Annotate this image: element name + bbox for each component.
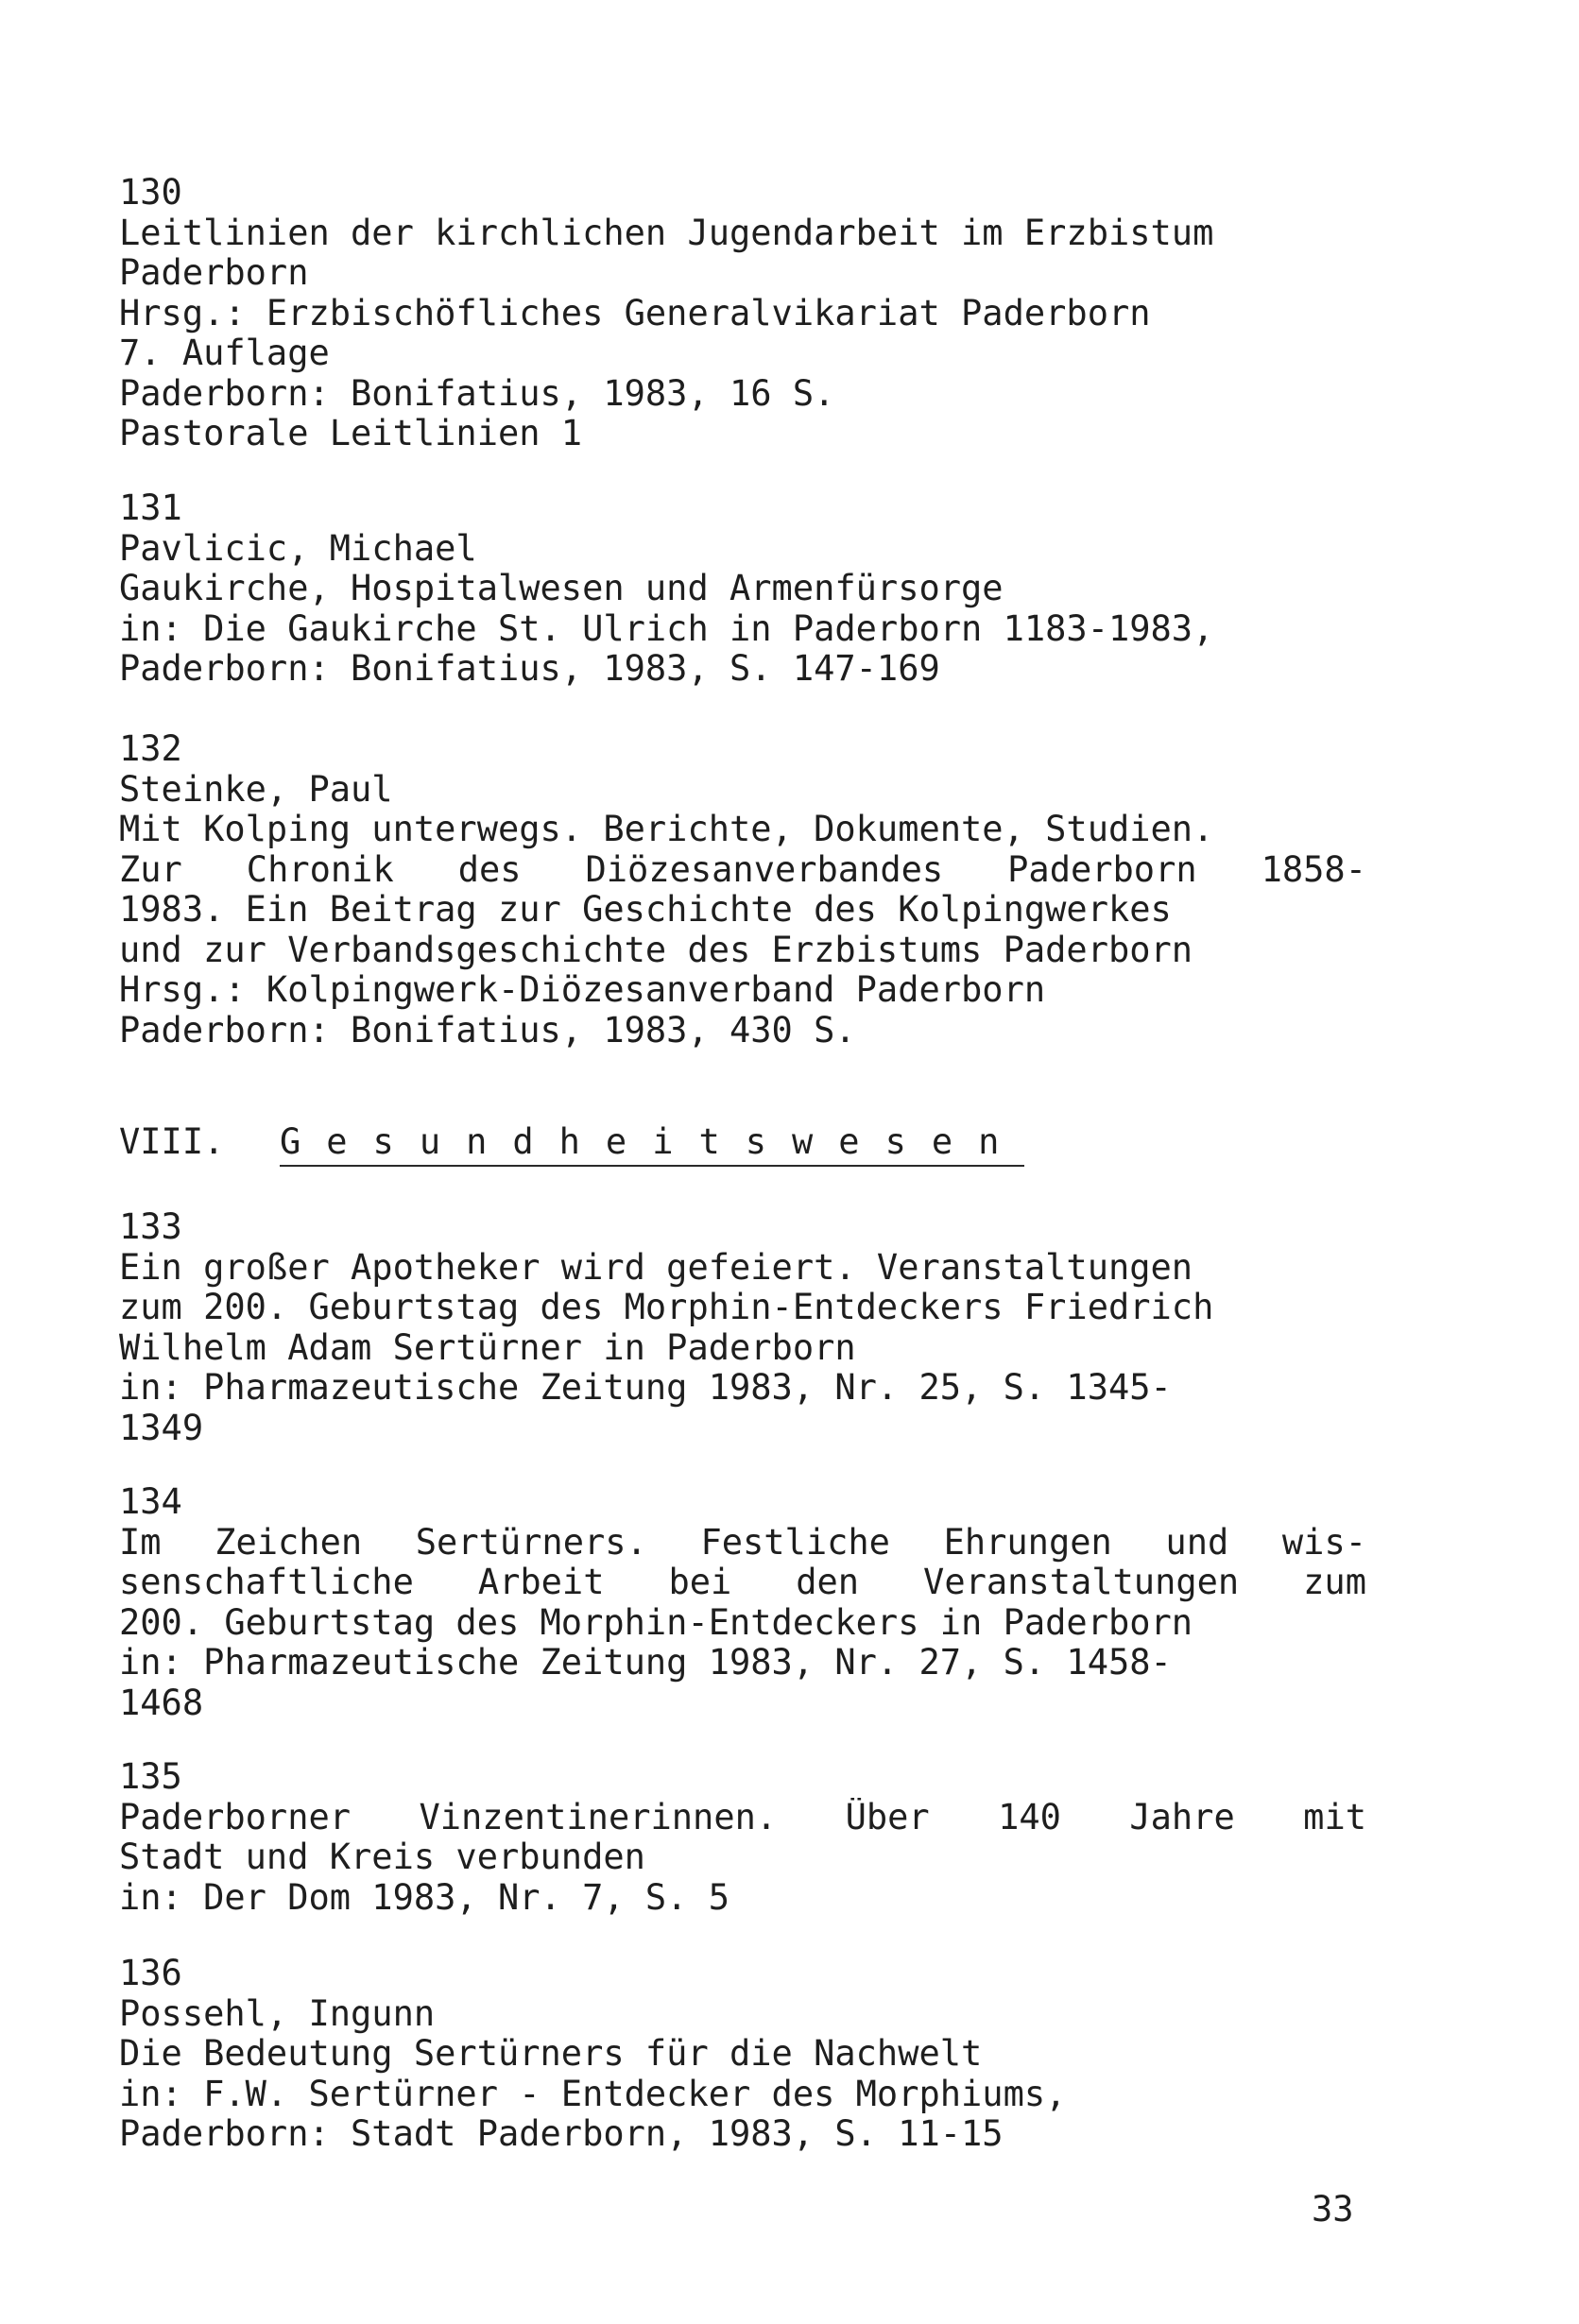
entry-editor-line: Hrsg.: Kolpingwerk-Diözesanverband Paderborn [119,969,1046,1010]
entry-title-line: Gaukirche, Hospitalwesen und Armenfürsorge [119,568,1004,608]
section-number: VIII. [119,1121,225,1162]
entry-title-line: und zur Verbandsgeschichte des Erzbistums Paderborn [119,929,1193,970]
entry-title-line: Wilhelm Adam Sertürner in Paderborn [119,1326,856,1368]
entry-publisher-line: Paderborn: Stadt Paderborn, 1983, S. 11-15 [119,2113,1004,2154]
entry-source-line: 1468 [119,1682,204,1723]
entry-publisher-line: Paderborn: Bonifatius, 1983, S. 147-169 [119,648,940,689]
entry-source-line: in: F.W. Sertürner - Entdecker des Morphiums, [119,2073,1067,2114]
entry-title-line: Im Zeichen Sertürners. Festliche Ehrungen und wis- [119,1522,1366,1563]
bibliography-entry-135 [119,1757,1366,1918]
entry-title-line: 200. Geburtstag des Morphin-Entdeckers in Paderborn [119,1601,1193,1643]
entry-source-line: 1349 [119,1407,204,1448]
entry-source-line: in: Die Gaukirche St. Ulrich in Paderborn 1183-1983, [119,607,1214,649]
bibliography-entry-131 [119,488,1366,690]
entry-publisher-line: Paderborn: Bonifatius, 1983, 430 S. [119,1009,856,1051]
section-title: Gesundheitswesen [280,1122,1024,1167]
section-heading [119,1121,1025,1167]
entry-author-line: Possehl, Ingunn [119,1992,436,2034]
entry-title-line: Stadt und Kreis verbunden [119,1837,645,1877]
entry-number: 132 [119,728,182,769]
bibliography-entry-133 [119,1207,1366,1448]
entry-title-line: senschaftliche Arbeit bei den Veranstaltungen zum [119,1563,1366,1602]
entry-title-line: Paderborn [119,252,309,293]
entry-series-line: Pastorale Leitlinien 1 [119,413,583,453]
entry-number: 135 [119,1756,182,1797]
entry-editor-line: Hrsg.: Erzbischöfliches Generalvikariat Paderborn [119,292,1151,333]
entry-number: 131 [119,487,182,528]
bibliography-entry-134 [119,1482,1366,1723]
entry-publisher-line: Paderborn: Bonifatius, 1983, 16 S. [119,372,835,414]
page-number: 33 [1312,2189,1354,2230]
entry-source-line: in: Der Dom 1983, Nr. 7, S. 5 [119,1876,730,1918]
entry-title-line: Die Bedeutung Sertürners für die Nachwelt [119,2033,983,2074]
bibliography-entry-130 [119,173,1366,454]
entry-title-line: Zur Chronik des Diözesanverbandes Paderborn 1858- [119,849,1366,890]
entry-edition-line: 7. Auflage [119,333,330,373]
entry-number: 130 [119,172,182,213]
bibliography-entry-132 [119,729,1366,1051]
entry-title-line: 1983. Ein Beitrag zur Geschichte des Kolpingwerkes [119,889,1172,930]
entry-author-line: Steinke, Paul [119,768,393,810]
entry-title-line: zum 200. Geburtstag des Morphin-Entdeckers Friedrich [119,1287,1214,1327]
entry-number: 133 [119,1206,182,1247]
entry-number: 136 [119,1953,182,1993]
bibliography-entry-136 [119,1954,1366,2155]
entry-source-line: in: Pharmazeutische Zeitung 1983, Nr. 27, S. 1458- [119,1642,1172,1683]
entry-title-line: Leitlinien der kirchlichen Jugendarbeit im Erzbistum [119,212,1214,253]
entry-title-line: Paderborner Vinzentinerinnen. Über 140 Jahre mit [119,1797,1366,1837]
entry-title-line: Mit Kolping unterwegs. Berichte, Dokumente, Studien. [119,809,1214,849]
entry-source-line: in: Pharmazeutische Zeitung 1983, Nr. 25, S. 1345- [119,1367,1172,1408]
entry-author-line: Pavlicic, Michael [119,527,477,569]
entry-number: 134 [119,1481,182,1522]
entry-title-line: Ein großer Apotheker wird gefeiert. Veranstaltungen [119,1246,1193,1288]
